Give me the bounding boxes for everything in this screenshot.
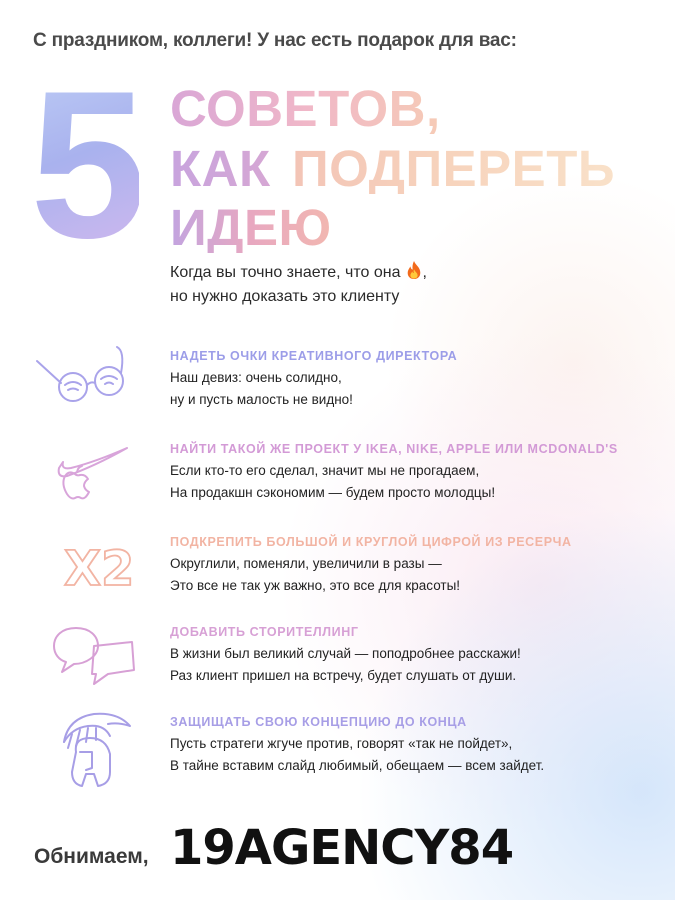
tip-2-line1: Если кто-то его сделал, значит мы не прогадаем,	[170, 463, 480, 478]
tip-3	[170, 535, 572, 597]
tip-3-heading: ПОДКРЕПИТЬ БОЛЬШОЙ И КРУГЛОЙ ЦИФРОЙ ИЗ РЕСЕРЧА	[170, 535, 572, 549]
swoosh-apple-icon	[55, 442, 135, 506]
hero-number: 5	[30, 47, 139, 282]
hero-title-line1: СОВЕТОВ,	[170, 80, 441, 137]
footer-label: Обнимаем,	[34, 845, 149, 868]
fire-icon	[405, 260, 423, 280]
svg-text:X2: X2	[64, 541, 135, 595]
tip-3-line1: Округлили, поменяли, увеличили в разы —	[170, 556, 442, 571]
x2-icon	[62, 535, 142, 595]
greeting-text: С праздником, коллеги! У нас есть подарок для вас:	[33, 30, 517, 51]
tip-3-line2: Это все не так уж важно, это все для красоты!	[170, 578, 461, 593]
hero-title-line2a: КАК	[170, 140, 271, 197]
tip-5	[170, 715, 544, 777]
hero-title-line2b: ПОДПЕРЕТЬ	[292, 140, 616, 197]
glasses-icon	[33, 343, 133, 407]
speech-bubbles-icon	[50, 622, 140, 686]
subtitle	[170, 260, 427, 309]
subtitle-line2: но нужно доказать это клиенту	[170, 288, 400, 305]
hero-title-line3: ИДЕЮ	[170, 199, 332, 256]
tip-5-line1: Пусть стратеги жгуче против, говорят «так не пойдет»,	[170, 736, 513, 751]
tip-2-line2: На продакшн сэкономим — будем просто молодцы!	[170, 485, 496, 500]
tip-4-heading: ДОБАВИТЬ СТОРИТЕЛЛИНГ	[170, 625, 359, 639]
tip-4-line2: Раз клиент пришел на встречу, будет слушать от души.	[170, 668, 517, 683]
tip-4	[170, 625, 521, 687]
tip-5-line2: В тайне вставим слайд любимый, обещаем — всем зайдет.	[170, 758, 545, 773]
subtitle-line1: Когда вы точно знаете, что она ,	[170, 260, 427, 285]
tip-1-line2: ну и пусть малость не видно!	[170, 392, 353, 407]
tip-1	[170, 349, 457, 411]
tip-4-line1: В жизни был великий случай — поподробнее расскажи!	[170, 646, 521, 661]
tip-1-heading: НАДЕТЬ ОЧКИ КРЕАТИВНОГО ДИРЕКТОРА	[170, 349, 458, 363]
tip-1-line1: Наш девиз: очень солидно,	[170, 370, 342, 385]
spartan-helmet-icon	[58, 708, 138, 792]
tip-2	[170, 442, 618, 504]
tip-5-heading: ЗАЩИЩАТЬ СВОЮ КОНЦЕПЦИЮ ДО КОНЦА	[170, 715, 467, 729]
tip-2-heading: НАЙТИ ТАКОЙ ЖЕ ПРОЕКТ У IKEA, NIKE, APPLE ИЛИ MCDONALD'S	[170, 442, 618, 456]
agency-logo: 19AGENCY84	[170, 820, 514, 876]
